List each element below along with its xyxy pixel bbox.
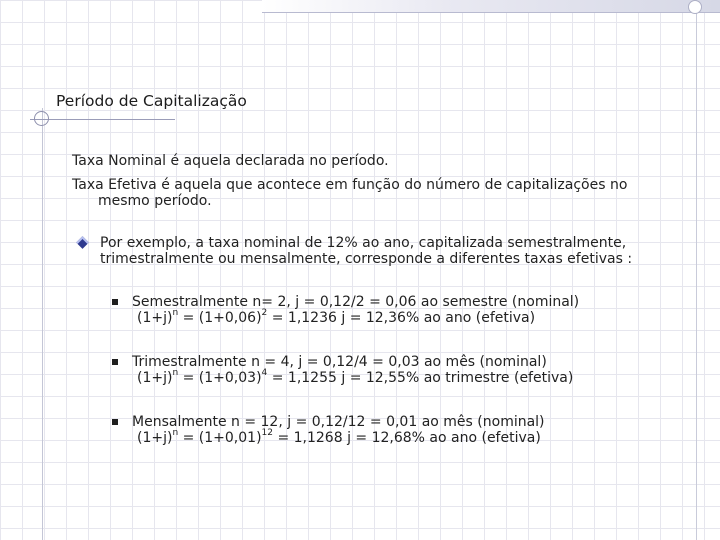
left-decor-circle-icon [34,111,49,126]
slide-title: Período de Capitalização [56,92,247,110]
header-gradient-band [262,0,720,12]
title-underline [30,119,175,120]
right-decor-circle-icon [688,0,702,14]
example-text: Por exemplo, a taxa nominal de 12% ao ano, capitalizada semestralmente, trimestralmente ou mensalmente, corresponde a diferentes taxas efetivas : [100,235,633,267]
paragraph-nominal [72,153,672,169]
item-line-nominal: Semestralmente n= 2, j = 0,12/2 = 0,06 ao semestre (nominal) [132,294,580,310]
paragraph-nominal-text: Taxa Nominal é aquela declarada no período. [72,153,389,169]
diamond-bullet-icon [76,236,89,249]
item-line-efetiva: $(1+j)^n = (1+0,06)^2 = 1,1236$ j = 12,36% ao ano (efetiva) [137,308,536,326]
item-line-nominal: Mensalmente n = 12, j = 0,12/12 = 0,01 ao mês (nominal) [132,414,545,430]
paragraph-efetiva-text: Taxa Efetiva é aquela que acontece em função do número de capitalizações no [72,177,628,193]
right-decor-line [696,0,697,540]
square-bullet-icon [112,359,118,365]
paragraph-efetiva [72,177,672,209]
square-bullet-icon [112,419,118,425]
square-bullet-icon [112,299,118,305]
paragraph-efetiva-continuation: mesmo período. [98,193,212,209]
item-line-efetiva: $(1+j)^n = (1+0,03)^4 = 1,1255$ j = 12,55% ao trimestre (efetiva) [137,368,574,386]
left-decor-line [42,108,43,540]
item-line-nominal: Trimestralmente n = 4, j = 0,12/4 = 0,03 ao mês (nominal) [132,354,547,370]
item-line-efetiva: $(1+j)^n = (1+0,01)^{12} = 1,1268$ j = 12,68% ao ano (efetiva) [137,428,541,446]
header-rule [262,12,720,13]
